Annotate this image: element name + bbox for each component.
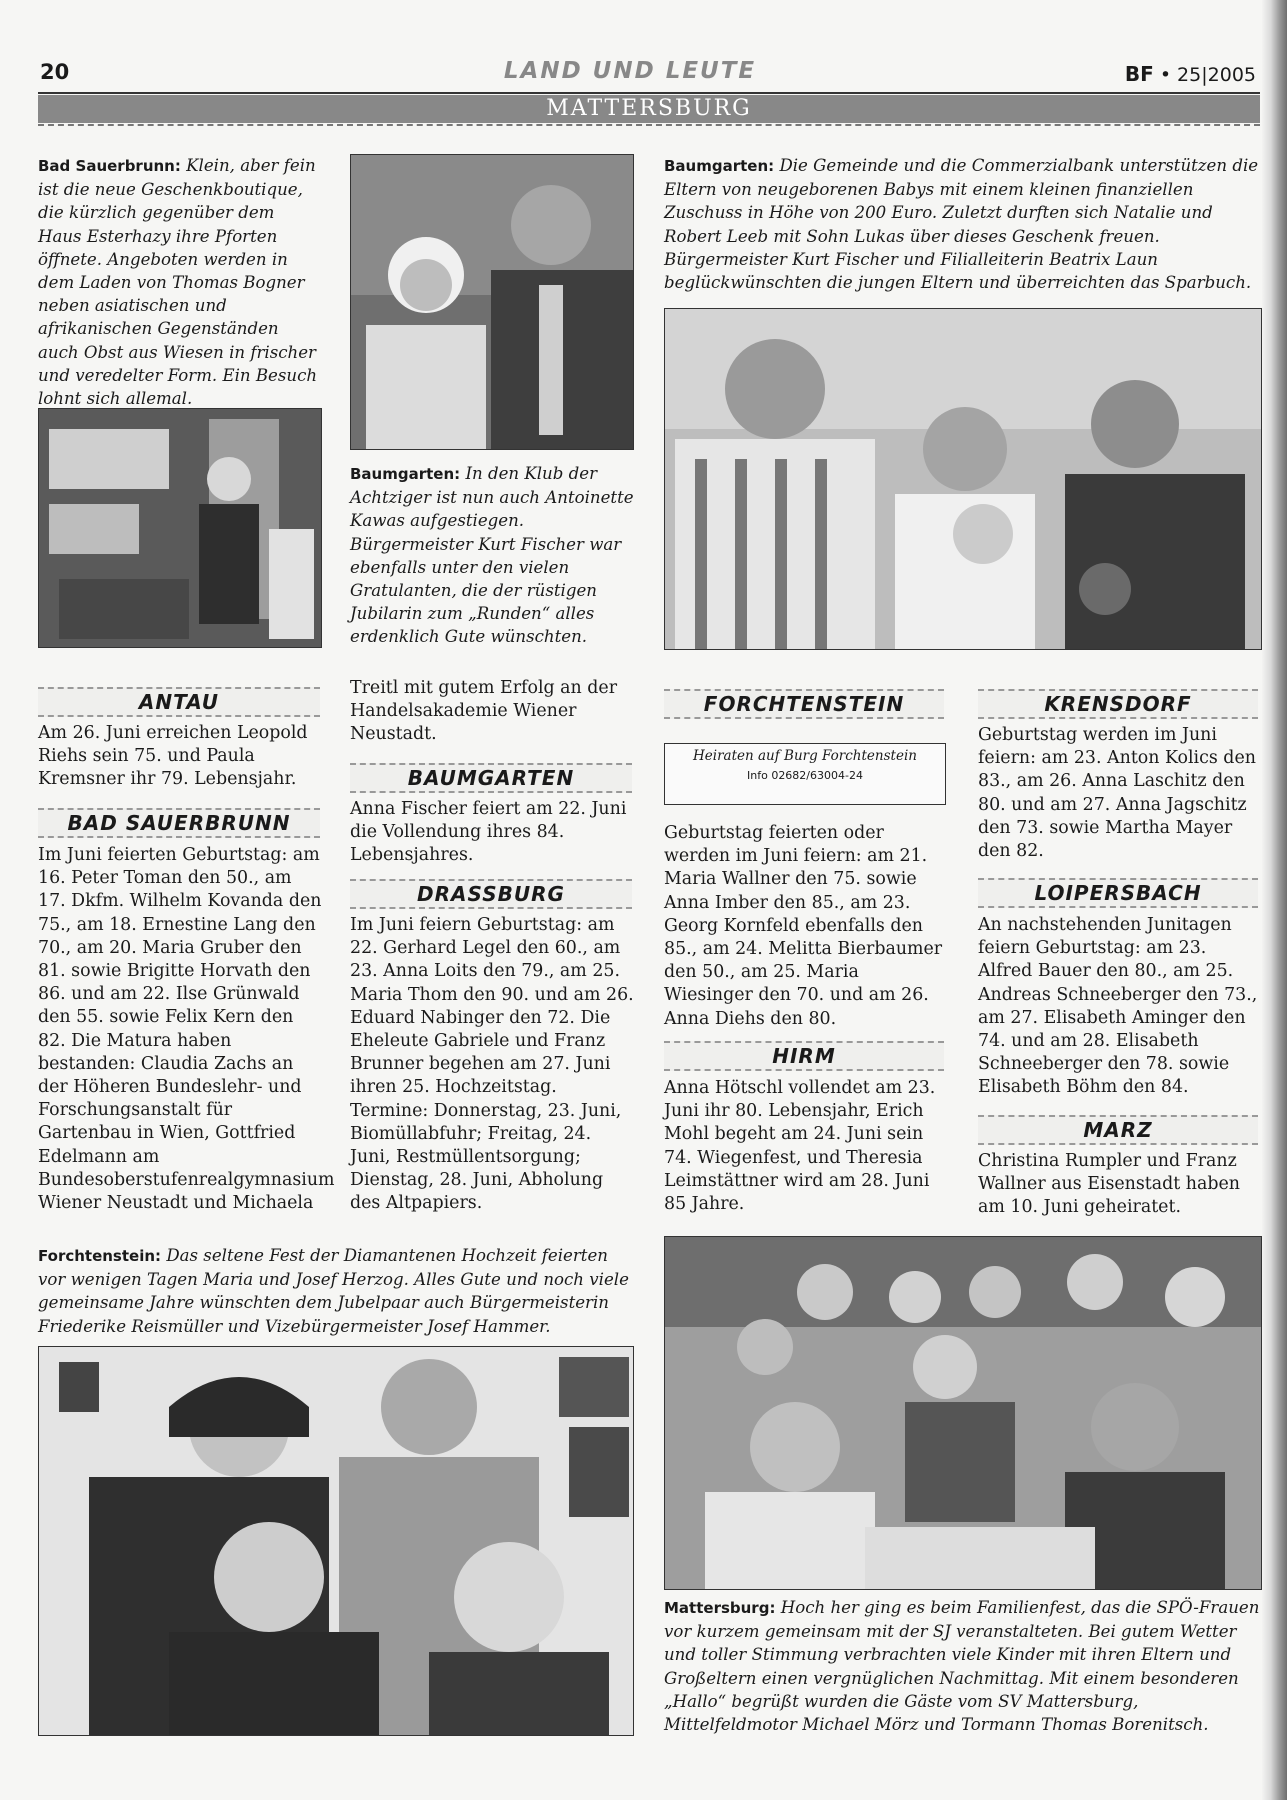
caption-bad-sauerbrunn: [38, 154, 318, 410]
section-heading-antau: ANTAU: [38, 687, 320, 717]
boutique-photo: [38, 408, 322, 648]
caption-place: Bad Sauerbrunn:: [38, 157, 181, 175]
page-spine-shadow: [1262, 0, 1287, 1800]
section-heading-krensdorf: KRENSDORF: [978, 689, 1258, 719]
caption-baumgarten-bank: [664, 154, 1260, 294]
section-heading-baumgarten: BAUMGARTEN: [350, 763, 632, 793]
caption-text: Klein, aber fein ist die neue Geschenkboutique, die kürzlich gegenüber dem Haus Esterhazy ihre Pforten öffnete. Angeboten werden in dem Laden von Thomas Bogner neben asiatischen und afrikanischen Gegenständen auch Obst aus Wiesen in frischer und veredelter Form. Ein Besuch lohnt sich allemal.: [38, 156, 318, 409]
caption-baumgarten-klub: [350, 462, 634, 649]
diamond-wedding-photo: [38, 1346, 634, 1736]
caption-place: Baumgarten:: [350, 465, 461, 483]
caption-text: Hoch her ging es beim Familienfest, das die SPÖ-Frauen vor kurzem gemeinsam mit der SJ veranstalteten. Bei gutem Wetter und toller Stimmung verbrachten viele Kinder mit ihren Eltern und Großeltern einen vergnüglichen Nachmittag. Mit einem besonderen „Hallo“ begrüßt wurden die Gäste vom SV Mattersburg, Mittelfeldmotor Michael Mörz und Tormann Thomas Borenitsch.: [664, 1598, 1260, 1735]
ad-info: Info 02682/63004-24: [747, 769, 863, 782]
section-heading-hirm: HIRM: [664, 1041, 944, 1071]
section-text-marz: Christina Rumpler und Franz Wallner aus Eisenstadt haben am 10. Juni geheiratet.: [978, 1151, 1241, 1218]
family-photo: [664, 308, 1262, 650]
section-heading-loipersbach: LOIPERSBACH: [978, 878, 1258, 908]
header-dashed-rule: [38, 124, 1260, 126]
publication-name: BF: [1124, 62, 1154, 86]
section-title: LAND UND LEUTE: [503, 58, 757, 84]
header-rule: [38, 92, 1260, 94]
section-heading-forchtenstein: FORCHTENSTEIN: [664, 689, 944, 719]
section-text-krensdorf: Geburtstag werden im Juni feiern: am 23. Anton Kolics den 83., am 26. Anna Laschitz den 80. und am 27. Anna Jagschitz den 73. sowie Martha Mayer den 82.: [978, 725, 1256, 862]
issue-number: • 25|2005: [1159, 64, 1256, 86]
section-heading-marz: MARZ: [978, 1115, 1258, 1145]
ad-title: Heiraten auf Burg Forchtenstein: [693, 748, 917, 764]
section-text-continued: Treitl mit gutem Erfolg an der Handelsakademie Wiener Neustadt.: [350, 678, 618, 745]
caption-mattersburg: [664, 1596, 1260, 1736]
section-text-baumgarten: Anna Fischer feiert am 22. Juni die Vollendung ihres 84. Lebensjahres.: [350, 799, 627, 866]
wedding-ad-box: [664, 743, 946, 805]
jubilee-photo: [350, 154, 634, 450]
section-heading-drassburg: DRASSBURG: [350, 879, 632, 909]
region-band: MATTERSBURG: [38, 95, 1260, 123]
caption-text: Das seltene Fest der Diamantenen Hochzeit feierten vor wenigen Tagen Maria und Josef Herzog. Alles Gute und noch viele gemeinsame Jahre wünschten dem Jubelpaar auch Bürgermeisterin Friederike Reismüller und Vizebürgermeister Josef Hammer.: [38, 1246, 629, 1336]
section-text-loipersbach: An nachstehenden Junitagen feiern Geburtstag: am 23. Alfred Bauer den 80., am 25. Andreas Schneeberger den 73., am 27. Elisabeth Aminger den 74. und am 28. Elisabeth Schneeberger den 78. sowie Elisabeth Böhm den 84.: [978, 915, 1258, 1098]
caption-place: Mattersburg:: [664, 1599, 776, 1617]
section-text-drassburg: Im Juni feiern Geburtstag: am 22. Gerhard Legel den 60., am 23. Anna Loits den 79., am 25. Maria Thom den 90. und am 26. Eduard Nabinger den 72. Die Eheleute Gabriele und Franz Brunner begehen am 27. Juni ihren 25. Hochzeitstag. Termine: Donnerstag, 23. Juni, Biomüllabfuhr; Freitag, 24. Juni, Restmüllentsorgung; Dienstag, 28. Juni, Abholung des Altpapiers.: [350, 915, 634, 1214]
section-text-forchtenstein: Geburtstag feierten oder werden im Juni feiern: am 21. Maria Wallner den 75. sowie Anna Imber den 85., am 23. Georg Kornfeld ebenfalls den 85., am 24. Melitta Bierbaumer den 50., am 25. Maria Wiesinger den 70. und am 26. Anna Diehs den 80.: [664, 823, 943, 1029]
caption-place: Baumgarten:: [664, 157, 775, 175]
section-text-hirm: Anna Hötschl vollendet am 23. Juni ihr 80. Lebensjahr, Erich Mohl begeht am 24. Juni sein 74. Wiegenfest, und Theresia Leimstättner wird am 28. Juni 85 Jahre.: [664, 1078, 936, 1215]
caption-forchtenstein: [38, 1244, 638, 1338]
issue-label: [1000, 62, 1256, 86]
caption-text: In den Klub der Achtziger ist nun auch Antoinette Kawas aufgestiegen. Bürgermeister Kurt Fischer war ebenfalls unter den vielen Gratulanten, die der rüstigen Jubilarin zum „Runden“ alles erdenklich Gute wünschten.: [350, 464, 634, 647]
caption-place: Forchtenstein:: [38, 1247, 162, 1265]
section-text-antau: Am 26. Juni erreichen Leopold Riehs sein 75. und Paula Kremsner ihr 79. Lebensjahr.: [38, 723, 308, 790]
family-festival-photo: [664, 1236, 1262, 1590]
section-text-bad-sauerbrunn: Im Juni feierten Geburtstag: am 16. Peter Toman den 50., am 17. Dkfm. Wilhelm Kovanda den 75., am 18. Ernestine Lang den 70., am 20. Maria Gruber den 81. sowie Brigitte Horvath den 86. und am 22. Ilse Grünwald den 55. sowie Felix Kern den 82. Die Matura haben bestanden: Claudia Zachs an der Höheren Bundeslehr- und Forschungsanstalt für Gartenbau in Wien, Gottfried Edelmann am Bundesoberstufenrealgymnasium Wiener Neustadt und Michaela: [38, 845, 335, 1214]
page-number: 20: [40, 60, 70, 84]
caption-text: Die Gemeinde und die Commerzialbank unterstützen die Eltern von neugeborenen Babys mit einem kleinen finanziellen Zuschuss in Höhe von 200 Euro. Zuletzt durften sich Natalie und Robert Leeb mit Sohn Lukas über dieses Geschenk freuen. Bürgermeister Kurt Fischer und Filialleiterin Beatrix Laun beglückwünschten die jungen Eltern und überreichten das Sparbuch.: [664, 156, 1259, 293]
section-heading-bad-sauerbrunn: BAD SAUERBRUNN: [38, 808, 320, 838]
